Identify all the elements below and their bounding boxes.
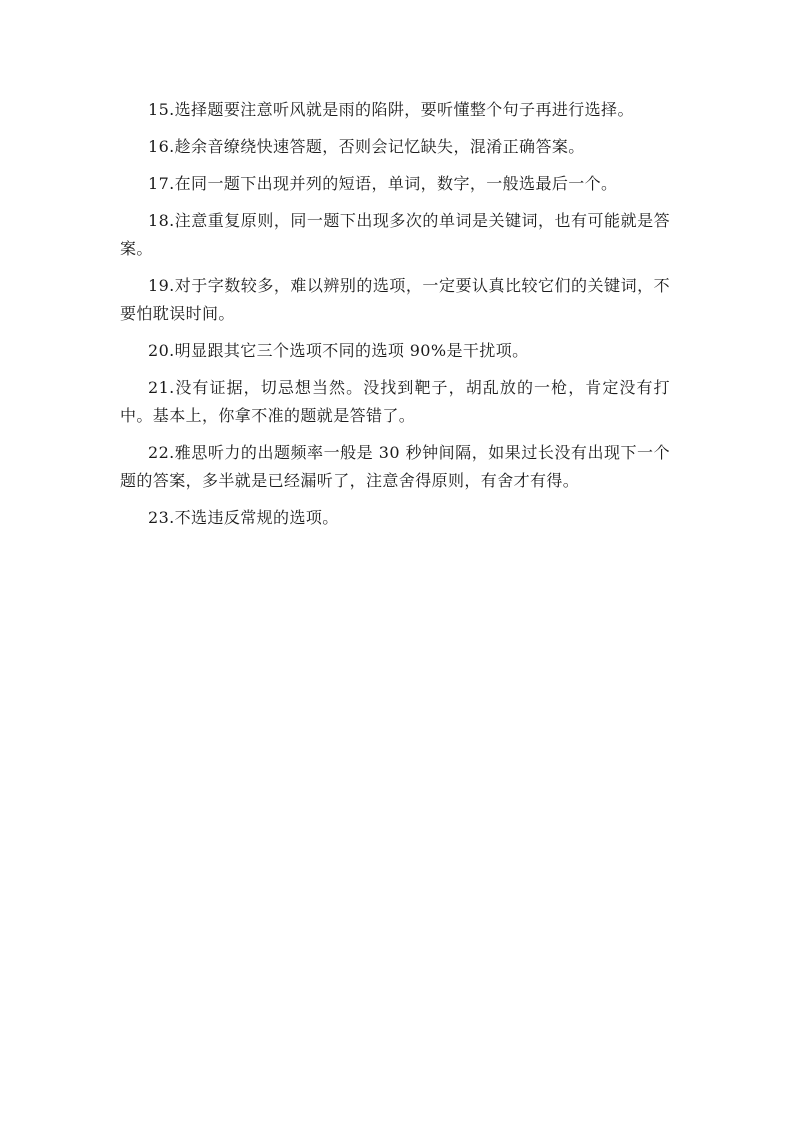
paragraph-tip-18: 18.注意重复原则，同一题下出现多次的单词是关键词，也有可能就是答案。 bbox=[120, 211, 670, 258]
paragraph-tip-19: 19.对于字数较多，难以辨别的选项，一定要认真比较它们的关键词，不要怕耽误时间。 bbox=[120, 276, 670, 323]
paragraph-tip-23: 23.不选违反常规的选项。 bbox=[148, 508, 339, 527]
paragraph-tip-15: 15.选择题要注意听风就是雨的陷阱，要听懂整个句子再进行选择。 bbox=[148, 100, 634, 119]
paragraph-tip-16: 16.趁余音缭绕快速答题，否则会记忆缺失，混淆正确答案。 bbox=[148, 137, 585, 156]
paragraph-tip-20: 20.明显跟其它三个选项不同的选项 90%是干扰项。 bbox=[148, 341, 529, 360]
paragraph-tip-17: 17.在同一题下出现并列的短语，单词，数字，一般选最后一个。 bbox=[148, 174, 618, 193]
document-body bbox=[120, 96, 670, 541]
paragraph-tip-22: 22.雅思听力的出题频率一般是 30 秒钟间隔，如果过长没有出现下一个题的答案，多半就是已经漏听了，注意舍得原则，有舍才有得。 bbox=[120, 443, 670, 490]
paragraph-tip-21: 21.没有证据，切忌想当然。没找到靶子，胡乱放的一枪，肯定没有打中。基本上，你拿不准的题就是答错了。 bbox=[120, 378, 670, 425]
